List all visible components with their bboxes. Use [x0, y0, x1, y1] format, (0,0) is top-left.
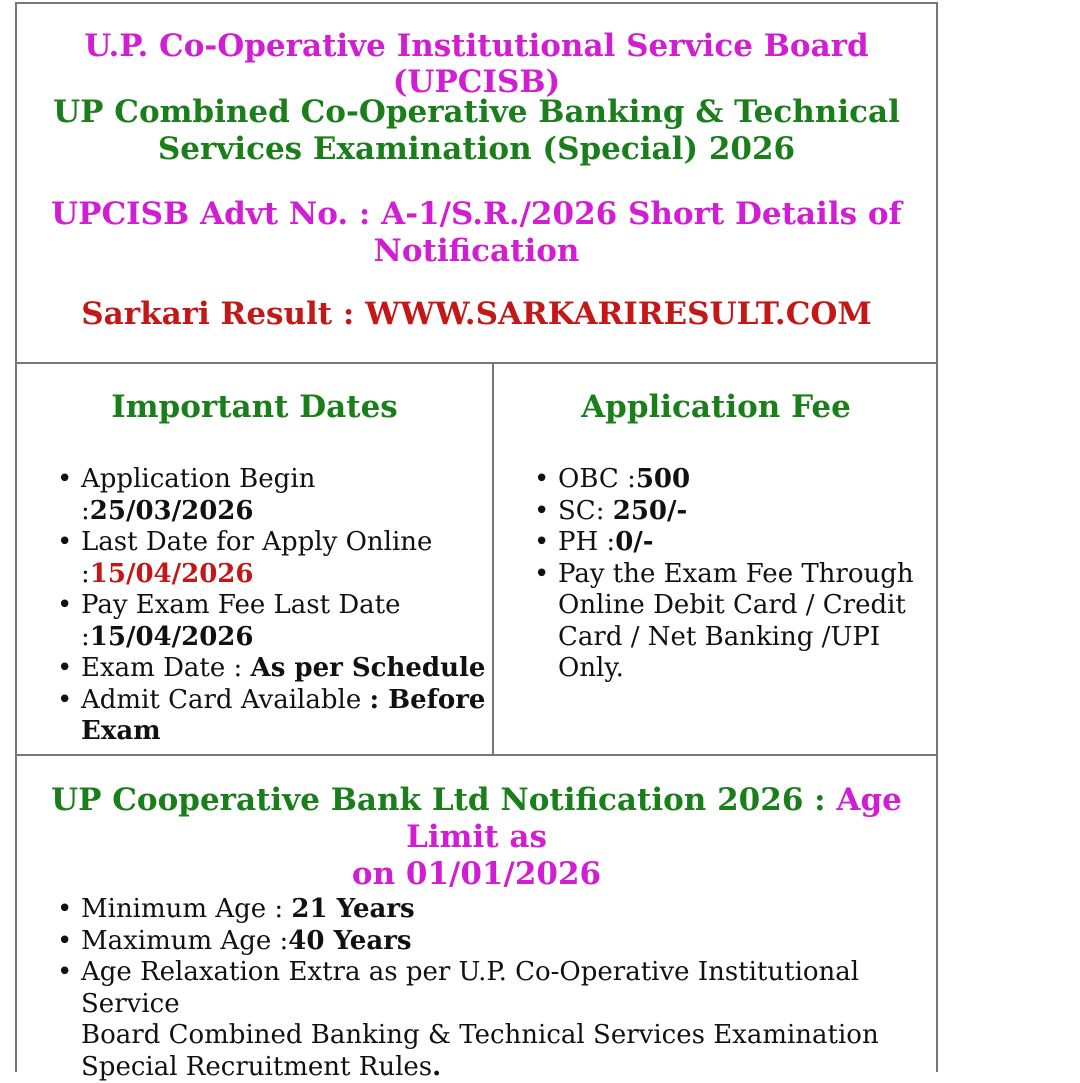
exam-title-line2: Services Examination (Special) 2026 — [157, 131, 796, 167]
header-section — [17, 4, 936, 364]
list-item: • Maximum Age :40 Years — [57, 926, 937, 958]
advt-number-line1: UPCISB Advt No. : A-1/S.R./2026 Short Details of — [51, 196, 902, 232]
application-fee-title: Application Fee — [581, 389, 851, 425]
list-item: • OBC :500 — [534, 464, 934, 496]
list-item: • PH :0/- — [534, 527, 934, 559]
list-item: • Pay Exam Fee Last Date :15/04/2026 — [57, 590, 487, 653]
notification-table — [15, 2, 938, 1082]
list-item: • Application Begin :25/03/2026 — [57, 464, 487, 527]
dates-fee-row — [17, 364, 936, 756]
list-item: • Pay the Exam Fee Through Online Debit Card / Credit Card / Net Banking /UPI Only. — [534, 559, 934, 685]
important-dates-title: Important Dates — [111, 389, 398, 425]
list-item: • Exam Date : As per Schedule — [57, 653, 487, 685]
list-item: • Minimum Age : 21 Years — [57, 894, 937, 926]
advt-number — [17, 196, 936, 270]
age-limit-title: UP Cooperative Bank Ltd Notification 2026 : Age Limit as on 01/01/2026 — [51, 782, 902, 892]
board-title: U.P. Co-Operative Institutional Service Board (UPCISB) — [84, 28, 869, 100]
advt-number-line2: Notification — [373, 233, 580, 269]
application-fee-list — [534, 464, 934, 685]
age-limit-list — [57, 894, 937, 1083]
exam-title — [17, 94, 936, 168]
list-item: • Last Date for Apply Online :15/04/2026 — [57, 527, 487, 590]
important-dates-panel — [17, 364, 494, 754]
application-fee-panel — [494, 364, 938, 754]
age-limit-section — [17, 756, 936, 1082]
site-name: Sarkari Result : WWW.SARKARIRESULT.COM — [81, 296, 872, 332]
list-item: • SC: 250/- — [534, 496, 934, 528]
important-dates-list — [57, 464, 487, 748]
list-item: • Admit Card Available : Before Exam — [57, 685, 487, 748]
last-date-value: 15/04/2026 — [89, 558, 254, 589]
list-item: • Age Relaxation Extra as per U.P. Co-Operative Institutional Service Board Combined Banking & Technical Services Examination Special Recruitment Rules. — [57, 957, 937, 1083]
exam-title-line1: UP Combined Co-Operative Banking & Technical — [53, 94, 900, 130]
